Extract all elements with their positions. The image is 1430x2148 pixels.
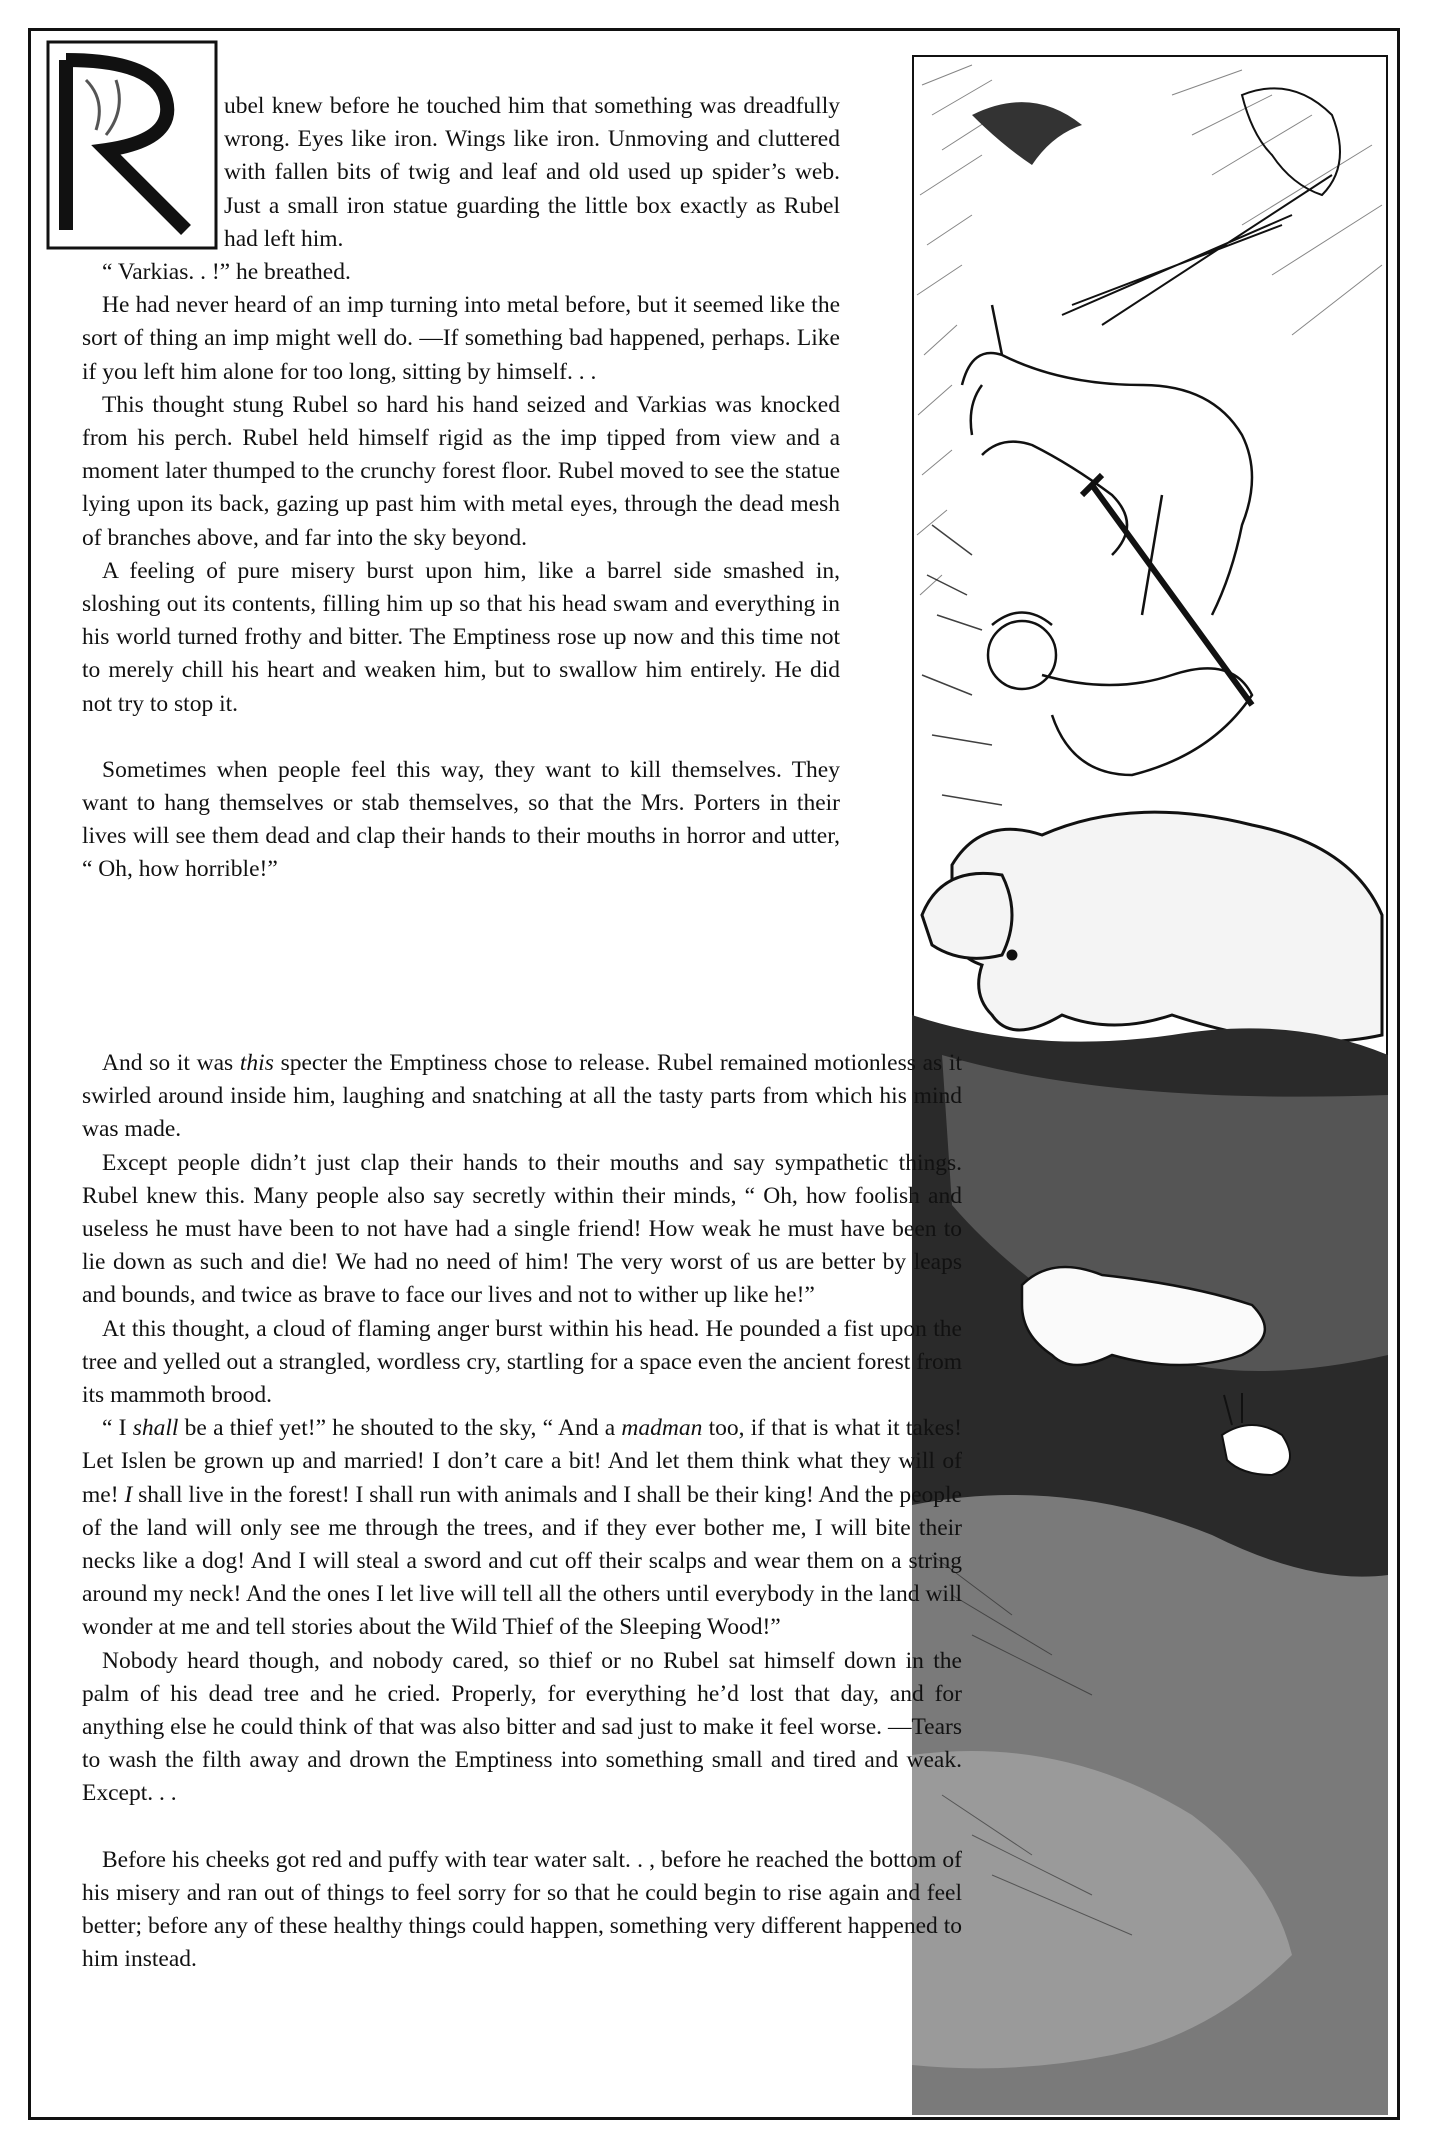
paragraph: He had never heard of an imp turning into metal before, but it seemed like the sort of thing an imp might well do. —If something bad happened, perhaps. Like if you left him alone for too long, sitting by himself. . . xyxy=(82,292,840,385)
forest-animals-illustration xyxy=(912,55,1388,2115)
paragraph: Sometimes when people feel this way, they want to kill themselves. They want to hang themselves or stab themselves, so that the Mrs. Porters in their lives will see them dead and clap their hands to their mouths in horror and utter, “ Oh, how horrible!” xyxy=(82,756,840,883)
story-text-upper xyxy=(82,90,840,887)
paragraph-shout: “ I shall be a thief yet!” he shouted to the sky, “ And a madman too, if that is what it takes! Let Islen be grown up and married! I don’t care a bit! And let them think what they will of me! I shall live in the forest! I shall run with animals and I shall be their king! And the people of the land will only see me through the trees, and if they ever bother me, I will bite their necks like a dog! And I will steal a sword and cut off their scalps and wear them on a string around my neck! And the ones I let live will tell all the others until everybody in the land will wonder at me and tell stories about the Wild Thief of the Sleeping Wood!” xyxy=(82,1415,962,1641)
story-text-lower xyxy=(82,1047,962,1976)
bear-drawing xyxy=(922,812,1382,1042)
dropcap-letter: R xyxy=(132,240,133,241)
paragraph: This thought stung Rubel so hard his hand seized and Varkias was knocked from his perch. Rubel held himself rigid as the imp tipped from view and a moment later thumped to the crunchy forest floor. Rubel moved to see the statue lying upon its back, gazing up past him with metal eyes, through the dead mesh of branches above, and far into the sky beyond. xyxy=(82,391,840,551)
paragraph: “ Varkias. . !” he breathed. xyxy=(102,259,351,286)
paragraph: At this thought, a cloud of flaming anger burst within his head. He pounded a fist upon the tree and yelled out a strangled, wordless cry, startling for a space even the ancient forest from its mammoth brood. xyxy=(82,1315,962,1409)
paragraph: And so it was this specter the Emptiness chose to release. Rubel remained motionless as it swirled around inside him, laughing and snatching at all the tasty parts from which his mind was made. xyxy=(82,1050,962,1143)
paragraph: Before his cheeks got red and puffy with tear water salt. . , before he reached the bottom of his misery and ran out of things to feel sorry for so that he could begin to rise again and feel better; before any of these healthy things could happen, something very different happened to him instead. xyxy=(82,1846,962,1973)
paragraph: Except people didn’t just clap their hands to their mouths and say sympathetic things. Rubel knew this. Many people also say secretly within their minds, “ Oh, how foolish and useless he must have been to not have had a single friend! How weak he must have been to lie down as such and die! We had no need of him! The very worst of us are better by leaps and bounds, and twice as brave to face our lives and not to wither up like he!” xyxy=(82,1149,962,1309)
paragraph-opening: ubel knew before he touched him that something was dreadfully wrong. Eyes like iron. Wings like iron. Unmoving and cluttered with fallen bits of twig and leaf and old used up spider’s web. Just a small iron statue guarding the little box exactly as Rubel had left him. xyxy=(224,93,840,252)
paragraph: A feeling of pure misery burst upon him, like a barrel side smashed in, sloshing out its contents, filling him up so that his head swam and everything in his world turned frothy and bitter. The Emptiness rose up now and this time not to merely chill his heart and weaken him, but to swallow him entirely. He did not try to stop it. xyxy=(82,557,840,717)
paragraph: Nobody heard though, and nobody cared, so thief or no Rubel sat himself down in the palm of his dead tree and he cried. Properly, for everything he’d lost that day, and for anything else he could think of that was also bitter and sad just to make it feel worse. —Tears to wash the filth away and drown the Emptiness into something small and tired and weak. Except. . . xyxy=(82,1647,962,1807)
